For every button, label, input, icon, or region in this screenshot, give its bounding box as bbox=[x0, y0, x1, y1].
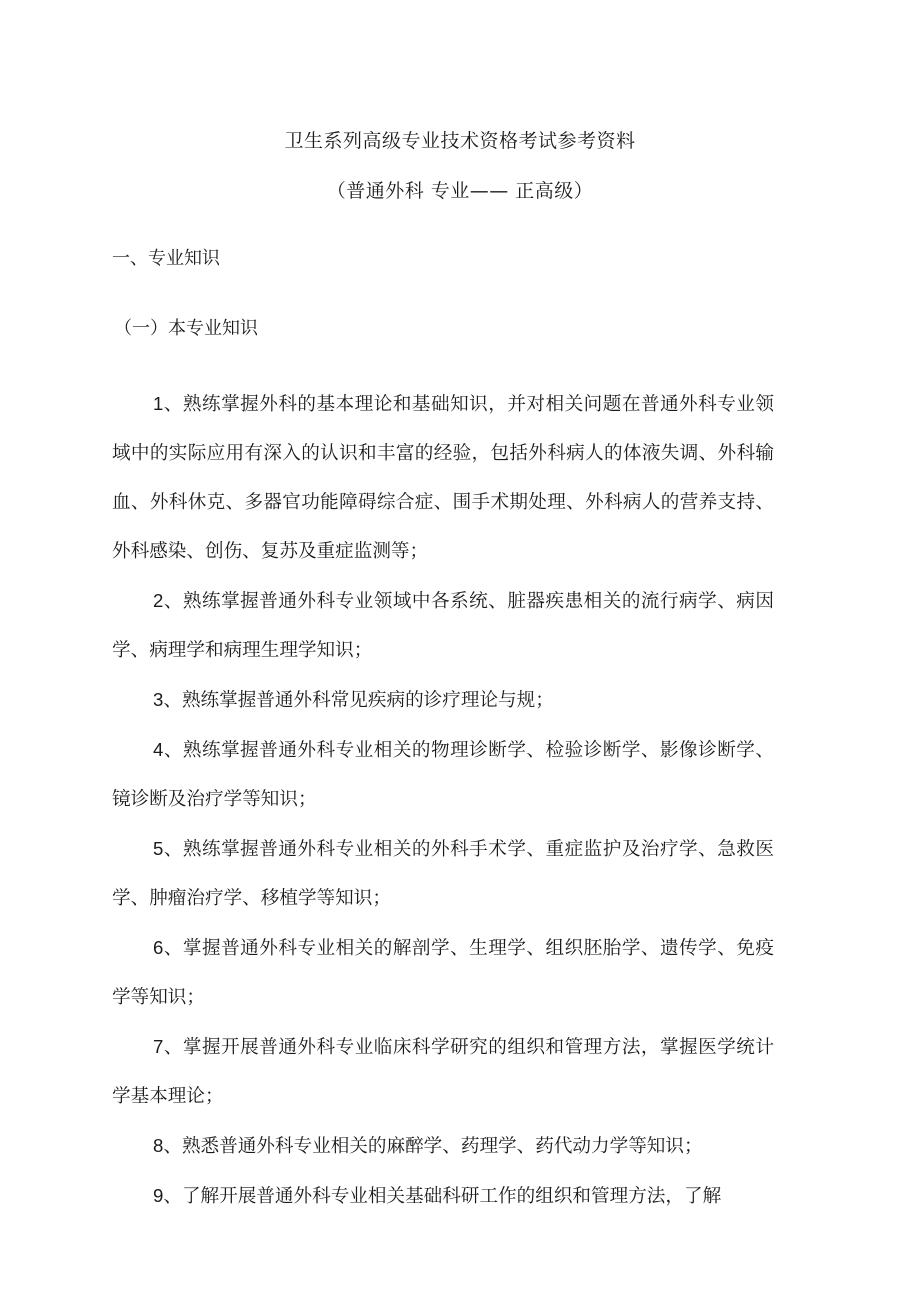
item-text: 、熟练掌握普通外科常见疾病的诊疗理论与规； bbox=[163, 690, 554, 711]
item-text: 、掌握开展普通外科专业临床科学研究的组织和管理方法，掌握医学统计学基本理论； bbox=[112, 1037, 774, 1107]
item-text: 、熟练掌握普通外科专业相关的外科手术学、重症监护及治疗学、急救医学、肿瘤治疗学、移植学等知识； bbox=[112, 839, 774, 909]
item-number: 1 bbox=[153, 393, 164, 414]
item-number: 3 bbox=[153, 689, 164, 710]
item-text: 、掌握普通外科专业相关的解剖学、生理学、组织胚胎学、遗传学、免疫学等知识； bbox=[112, 938, 774, 1008]
item-text: 、熟练掌握普通外科专业领域中各系统、脏器疾患相关的流行病学、病因学、病理学和病理生理学知识； bbox=[112, 591, 774, 661]
item-number: 7 bbox=[153, 1036, 164, 1057]
item-number: 9 bbox=[153, 1185, 164, 1206]
knowledge-list bbox=[112, 379, 774, 1221]
item-text: 、熟练掌握外科的基本理论和基础知识，并对相关问题在普通外科专业领域中的实际应用有深入的认识和丰富的经验，包括外科病人的体液失调、外科输血、外科休克、多器官功能障碍综合症、围手术期处理、外科病人的营养支持、外科感染、创伤、复苏及重症监测等； bbox=[112, 394, 774, 562]
item-number: 2 bbox=[153, 590, 164, 611]
item-number: 4 bbox=[153, 739, 164, 760]
item-text: 、熟练掌握普通外科专业相关的物理诊断学、检验诊断学、影像诊断学、镜诊断及治疗学等知识； bbox=[112, 740, 774, 810]
list-item bbox=[112, 1022, 774, 1121]
section-heading: 一、专业知识 bbox=[112, 248, 220, 269]
item-number: 5 bbox=[153, 838, 164, 859]
list-item bbox=[112, 923, 774, 1022]
list-item bbox=[112, 576, 774, 675]
list-item bbox=[112, 1171, 774, 1221]
list-item bbox=[112, 1121, 774, 1171]
item-text: 、了解开展普通外科专业相关基础科研工作的组织和管理方法，了解 bbox=[163, 1186, 722, 1207]
item-number: 6 bbox=[153, 937, 164, 958]
subsection-heading: （一）本专业知识 bbox=[114, 318, 258, 339]
list-item bbox=[112, 824, 774, 923]
list-item bbox=[112, 675, 774, 725]
item-text: 、熟悉普通外科专业相关的麻醉学、药理学、药代动力学等知识； bbox=[163, 1136, 703, 1157]
list-item bbox=[112, 725, 774, 824]
document-subtitle: （普通外科 专业—— 正高级） bbox=[326, 180, 594, 202]
document-title: 卫生系列高级专业技术资格考试参考资料 bbox=[284, 130, 636, 152]
list-item bbox=[112, 379, 774, 576]
item-number: 8 bbox=[153, 1135, 164, 1156]
